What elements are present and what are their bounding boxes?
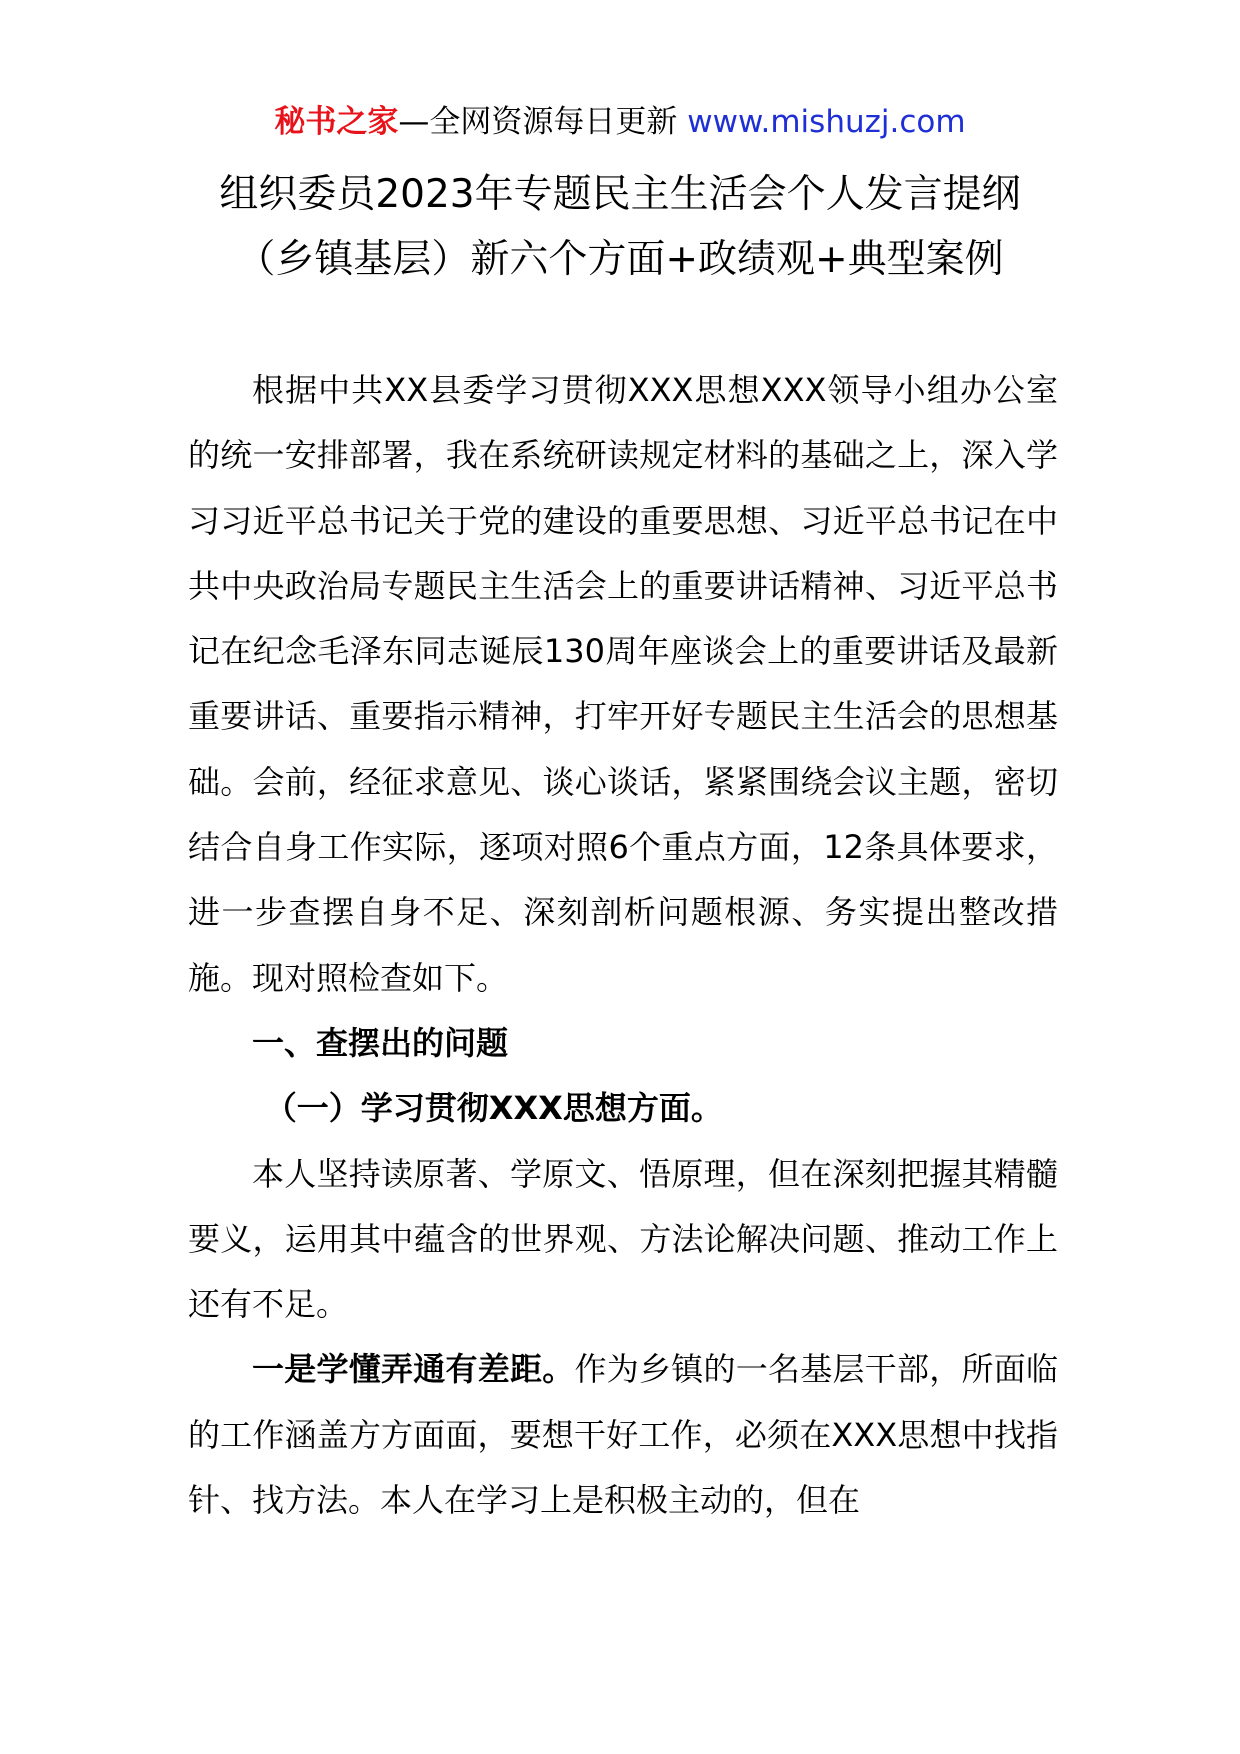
site-header	[0, 100, 1240, 144]
intro-paragraph: 根据中共XX县委学习贯彻XXX思想XXX领导小组办公室的统一安排部署，我在系统研读规定材料的基础之上，深入学习习近平总书记关于党的建设的重要思想、习近平总书记在中共中央政治局专题民主生活会上的重要讲话精神、习近平总书记在纪念毛泽东同志诞辰130周年座谈会上的重要讲话及最新重要讲话、重要指示精神，打牢开好专题民主生活会的思想基础。会前，经征求意见、谈心谈话，紧紧围绕会议主题，密切结合自身工作实际，逐项对照6个重点方面，12条具体要求，进一步查摆自身不足、深刻剖析问题根源、务实提出整改措施。现对照检查如下。	[188, 371, 1058, 997]
document-body	[188, 358, 1058, 1533]
title-line-2: （乡镇基层）新六个方面+政绩观+典型案例	[236, 237, 1004, 282]
paragraph-2-lead: 一是学懂弄通有差距。	[252, 1350, 575, 1389]
paragraph-1: 本人坚持读原著、学原文、悟原理，但在深刻把握其精髓要义，运用其中蕴含的世界观、方法论解决问题、推动工作上还有不足。	[188, 1154, 1058, 1324]
site-tagline: —全网资源每日更新	[398, 104, 688, 140]
paragraph-2	[188, 1337, 1058, 1533]
section-heading: 一、查摆出的问题	[252, 1023, 509, 1062]
site-url[interactable]: www.mishuzj.com	[687, 104, 966, 140]
subsection-heading: （一）学习贯彻XXX思想方面。	[264, 1089, 723, 1128]
title-line-1: 组织委员2023年专题民主生活会个人发言提纲	[219, 172, 1021, 217]
site-brand: 秘书之家	[274, 104, 399, 140]
document-title	[150, 162, 1090, 292]
paragraph-2-text: 作为乡镇的一名基层干部，所面临的工作涵盖方方面面，要想干好工作，必须在XXX思想中找指针、找方法。本人在学习上是积极主动的，但在	[188, 1350, 1058, 1520]
